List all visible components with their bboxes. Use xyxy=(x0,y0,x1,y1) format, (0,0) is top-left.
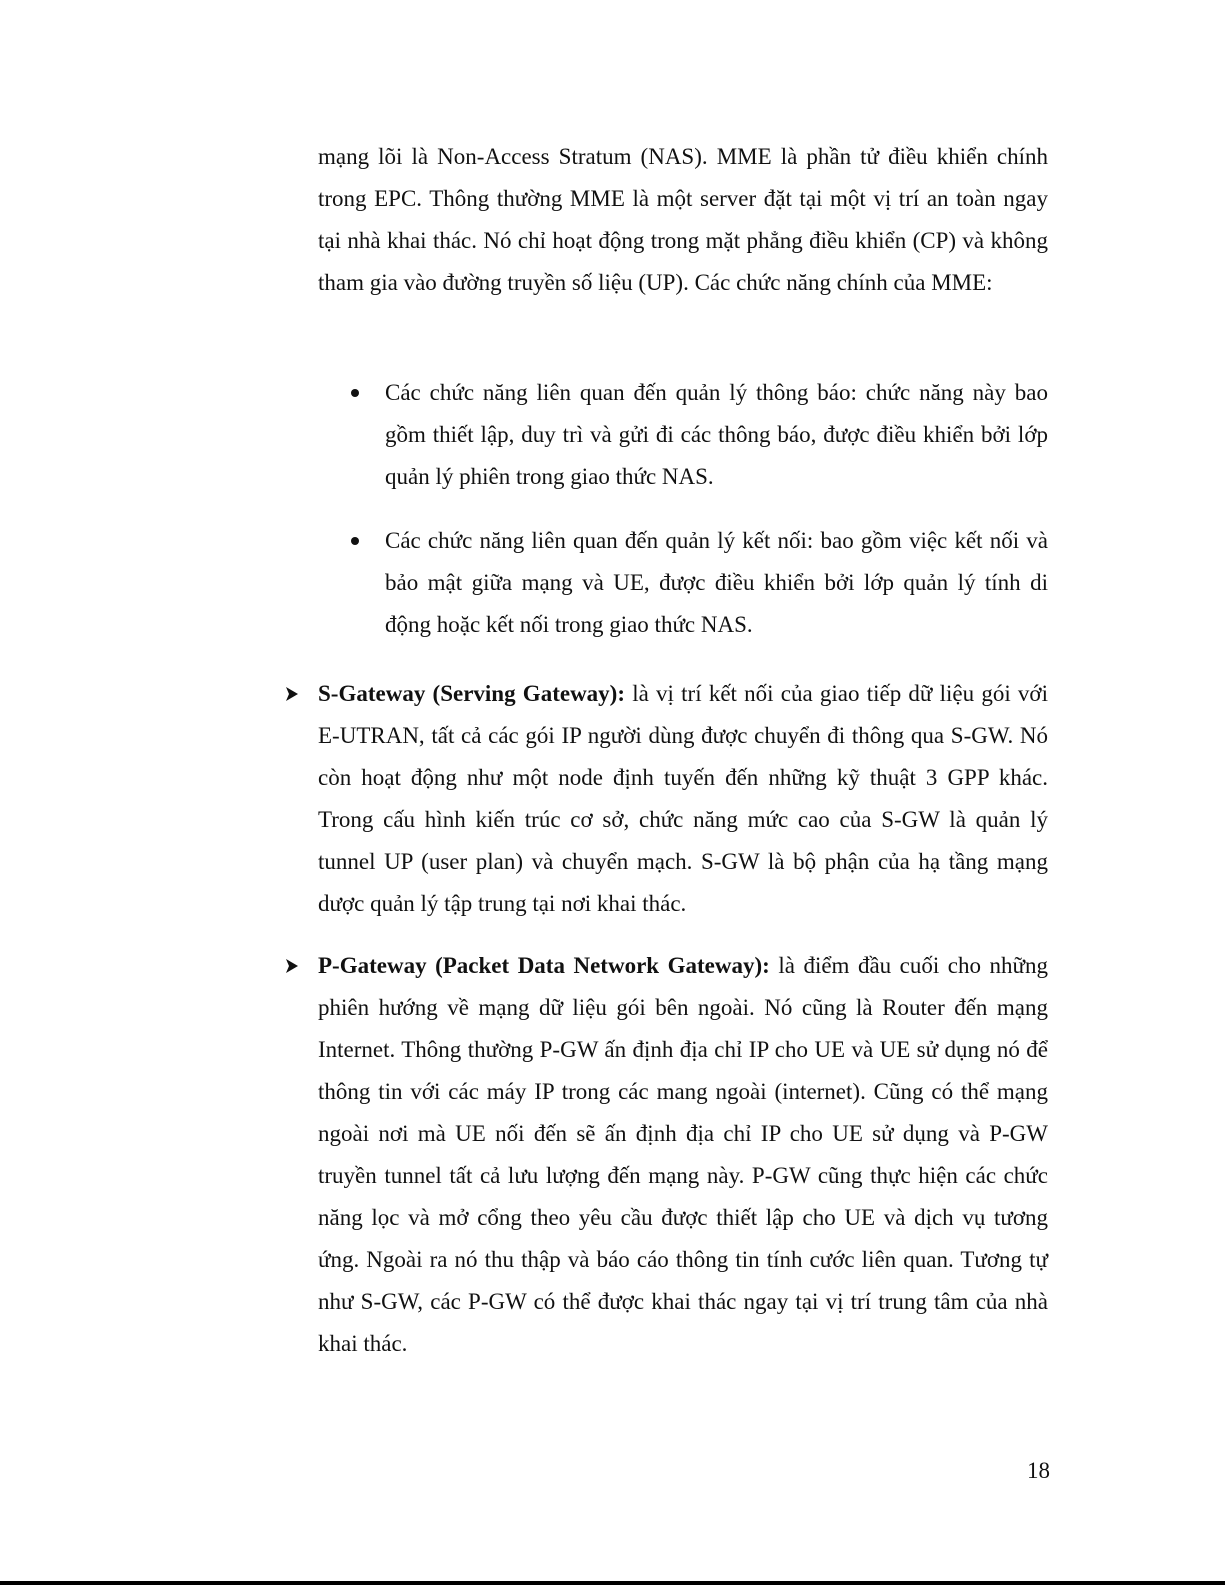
page-number: 18 xyxy=(1027,1458,1050,1483)
intro-paragraph: mạng lõi là Non-Access Stratum (NAS). MME là phần tử điều khiển chính trong EPC. Thông thường MME là một server đặt tại một vị trí an toàn ngay tại nhà khai thác. Nó chỉ hoạt động trong mặt phẳng điều khiển (CP) và không tham gia vào đường truyền số liệu (UP). Các chức năng chính của MME: xyxy=(318,144,1048,295)
mme-function-item xyxy=(385,372,1048,498)
s-gateway-term: S-Gateway (Serving Gateway): xyxy=(318,681,625,706)
mme-function-item xyxy=(385,520,1048,646)
mme-function-text: Các chức năng liên quan đến quản lý kết nối: bao gồm việc kết nối và bảo mật giữa mạng và UE, được điều khiển bởi lớp quản lý tính di động hoặc kết nối trong giao thức NAS. xyxy=(385,528,1048,637)
bullet-dot-icon xyxy=(351,389,359,397)
arrowhead-bullet-icon xyxy=(285,958,299,974)
bottom-divider xyxy=(0,1581,1225,1585)
s-gateway-description: là vị trí kết nối của giao tiếp dữ liệu gói với E-UTRAN, tất cả các gói IP người dùng được chuyển đi thông qua S-GW. Nó còn hoạt động như một node định tuyến đến những kỹ thuật 3 GPP khác. Trong cấu hình kiến trúc cơ sở, chức năng mức cao của S-GW là quản lý tunnel UP (user plan) và chuyển mạch. S-GW là bộ phận của hạ tầng mạng dược quản lý tập trung tại nơi khai thác. xyxy=(318,681,1048,916)
p-gateway-term: P-Gateway (Packet Data Network Gateway): xyxy=(318,953,770,978)
arrowhead-bullet-icon xyxy=(285,686,299,702)
mme-function-text: Các chức năng liên quan đến quản lý thông báo: chức năng này bao gồm thiết lập, duy trì và gửi đi các thông báo, được điều khiển bởi lớp quản lý phiên trong giao thức NAS. xyxy=(385,380,1048,489)
p-gateway-description: là điểm đầu cuối cho những phiên hướng về mạng dữ liệu gói bên ngoài. Nó cũng là Router đến mạng Internet. Thông thường P-GW ấn định địa chỉ IP cho UE và UE sử dụng nó để thông tin với các máy IP trong các mang ngoài (internet). Cũng có thể mạng ngoài nơi mà UE nối đến sẽ ấn định địa chỉ IP cho UE sử dụng và P-GW truyền tunnel tất cả lưu lượng đến mạng này. P-GW cũng thực hiện các chức năng lọc và mở cổng theo yêu cầu được thiết lập cho UE và dịch vụ tương ứng. Ngoài ra nó thu thập và báo cáo thông tin tính cước liên quan. Tương tự như S-GW, các P-GW có thể được khai thác ngay tại vị trí trung tâm của nhà khai thác. xyxy=(318,953,1048,1356)
p-gateway-item xyxy=(318,945,1048,1365)
bullet-dot-icon xyxy=(351,537,359,545)
s-gateway-item xyxy=(318,673,1048,925)
